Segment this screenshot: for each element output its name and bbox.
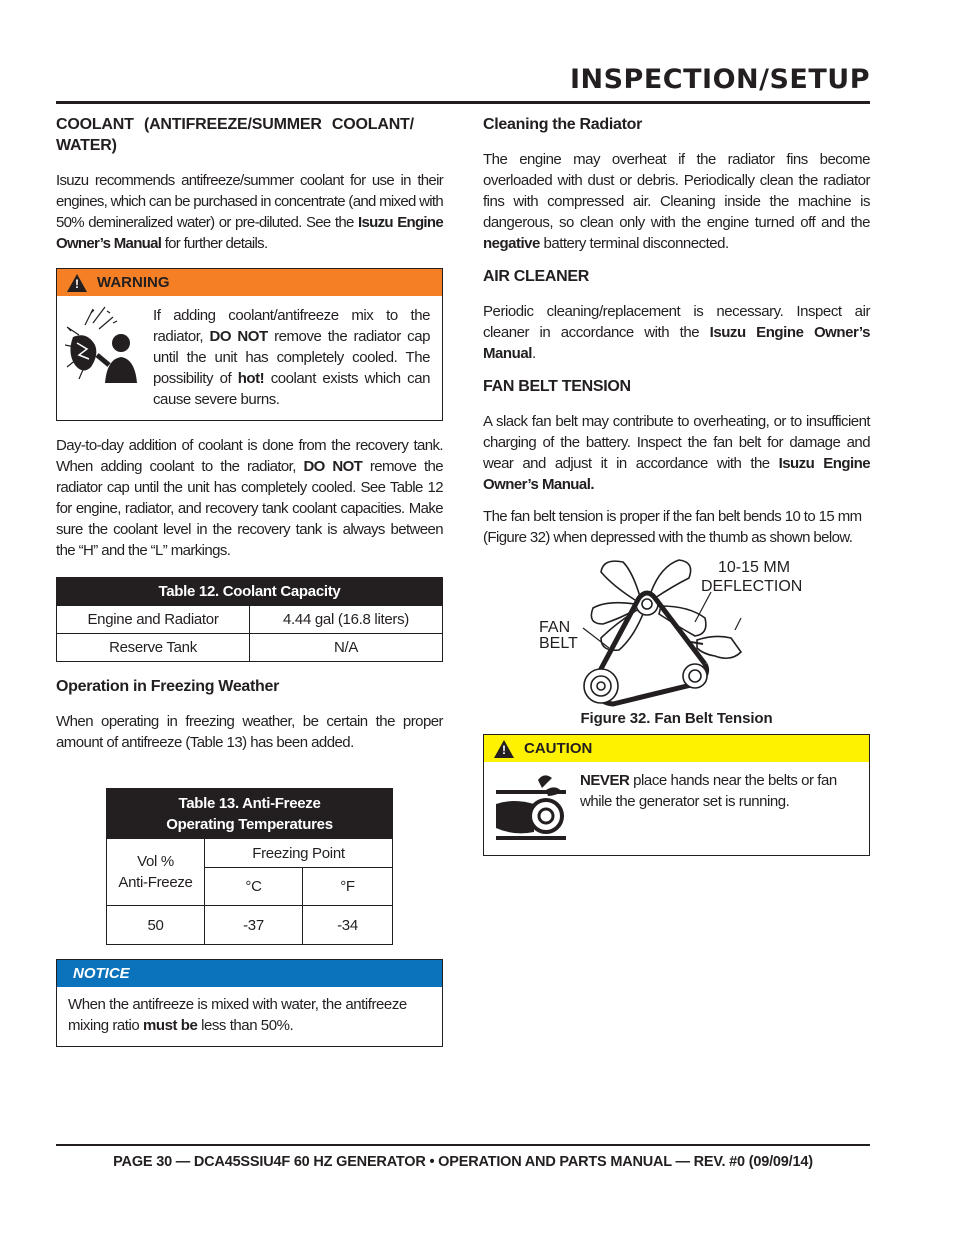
notice-text: When the antifreeze is mixed with water, the antifreeze mixing ratio must be less than 50%. <box>68 996 407 1034</box>
freezing-point-header: Freezing Point <box>205 839 393 868</box>
caution-text: NEVER place hands near the belts or fan while the generator set is running. <box>580 772 837 810</box>
table13-cell: -37 <box>205 906 303 945</box>
warning-triangle-icon: ! <box>67 274 87 292</box>
table13-cell: -34 <box>303 906 393 945</box>
burn-hazard-icon <box>65 305 153 410</box>
caution-box <box>483 734 870 856</box>
warning-label: WARNING <box>97 274 170 291</box>
hand-entanglement-icon <box>494 770 580 847</box>
figure-label-belt: BELT <box>539 635 578 652</box>
fan-belt-paragraph: A slack fan belt may contribute to overheating, or to insufficient charging of the battery. Inspect the fan belt for damage and wear and adjust it in accordance with the Isuzu Engine Owner’s Manual. <box>483 413 870 493</box>
celsius-header: °C <box>205 868 303 906</box>
air-cleaner-heading: AIR CLEANER <box>483 268 590 285</box>
notice-box <box>56 959 443 1047</box>
table13-title: Table 13. Anti-Freeze Operating Temperatures <box>107 789 393 839</box>
fahrenheit-header: °F <box>303 868 393 906</box>
warning-text: If adding coolant/antifreeze mix to the radiator, DO NOT remove the radiator cap until the unit has completely cooled. The possibility of hot! coolant exists which can cause severe burns. <box>153 307 430 408</box>
table12-cell: N/A <box>250 634 443 662</box>
table13-cell: 50 <box>107 906 205 945</box>
table-row <box>57 634 443 662</box>
fan-belt-illustration <box>483 552 870 708</box>
coolant-heading: COOLANT (ANTIFREEZE/SUMMER COOLANT/ WATER) <box>56 116 414 154</box>
day-to-day-paragraph: Day-to-day addition of coolant is done from the recovery tank. When adding coolant to the radiator, DO NOT remove the radiator cap until the unit has completely cooled. See Table 12 for engine, radiator, and recovery tank coolant capacities. Make sure the coolant level in the recovery tank is always between the “H” and the “L” markings. <box>56 437 444 559</box>
coolant-capacity-table <box>56 577 443 662</box>
figure-caption: Figure 32. Fan Belt Tension <box>580 710 773 727</box>
coolant-paragraph: Isuzu recommends antifreeze/summer coolant for use in their engines, which can be purchased in concentrate (and mixed with 50% demineralized water) or pre-diluted. See the Isuzu Engine Owner’s Manual for further details. <box>56 172 443 252</box>
air-cleaner-paragraph: Periodic cleaning/replacement is necessary. Inspect air cleaner in accordance with the Isuzu Engine Owner’s Manual. <box>483 303 870 362</box>
caution-label: CAUTION <box>524 740 593 757</box>
table12-cell: Engine and Radiator <box>57 606 250 634</box>
caution-triangle-icon: ! <box>494 740 514 758</box>
radiator-paragraph: The engine may overheat if the radiator fins become overloaded with dust or debris. Periodically clean the radiator fins with compressed air. Cleaning inside the machine is dangerous, so clean only with the engine turned off and the negative battery terminal disconnected. <box>483 151 870 252</box>
table-row <box>107 906 393 945</box>
table12-title: Table 12. Coolant Capacity <box>57 578 443 606</box>
table12-cell: 4.44 gal (16.8 liters) <box>250 606 443 634</box>
header-rule <box>56 101 870 104</box>
table12-cell: Reserve Tank <box>57 634 250 662</box>
right-column <box>483 114 870 856</box>
radiator-heading: Cleaning the Radiator <box>483 116 643 133</box>
tension-paragraph: The fan belt tension is proper if the fan belt bends 10 to 15 mm (Figure 32) when depressed with the thumb as shown below. <box>483 508 862 546</box>
notice-header: NOTICE <box>57 960 442 987</box>
antifreeze-table <box>106 788 393 945</box>
caution-header <box>484 735 869 762</box>
left-column <box>56 114 443 1047</box>
vol-antifreeze-header: Vol % Anti-Freeze <box>107 839 205 906</box>
page-title: INSPECTION/SETUP <box>569 64 870 95</box>
footer-rule <box>56 1144 870 1146</box>
fan-belt-heading: FAN BELT TENSION <box>483 378 631 395</box>
freezing-paragraph: When operating in freezing weather, be certain the proper amount of antifreeze (Table 13) has been added. <box>56 713 443 751</box>
freezing-heading: Operation in Freezing Weather <box>56 678 280 695</box>
figure-label-deflection-2: DEFLECTION <box>701 578 803 595</box>
figure-label-deflection-1: 10-15 MM <box>718 559 791 576</box>
warning-box <box>56 268 443 421</box>
warning-header <box>57 269 442 296</box>
table-row <box>57 606 443 634</box>
page-footer: PAGE 30 — DCA45SSIU4F 60 HZ GENERATOR • OPERATION AND PARTS MANUAL — REV. #0 (09/09/14) <box>113 1154 813 1170</box>
fan-belt-figure <box>483 552 870 708</box>
figure-label-fan: FAN <box>539 619 571 636</box>
